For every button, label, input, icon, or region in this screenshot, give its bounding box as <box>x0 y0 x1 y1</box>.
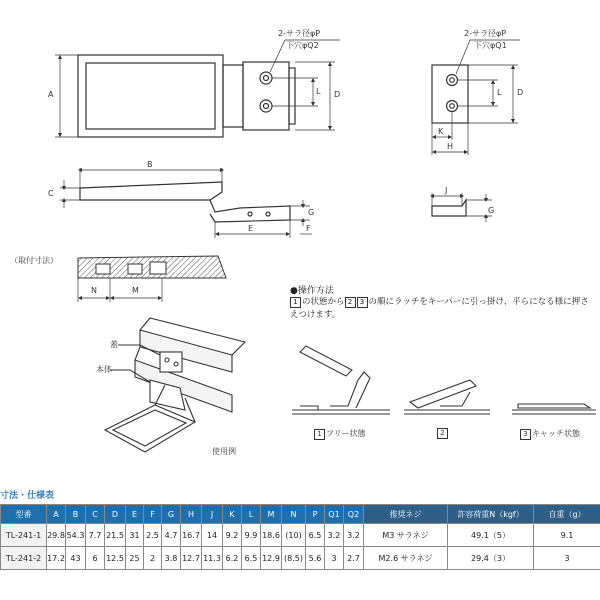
state-3-box: 3 <box>520 429 531 440</box>
dim-l-left-label: L <box>316 87 321 96</box>
state-3-caption <box>520 428 580 440</box>
step-box-1: 1 <box>290 297 301 308</box>
table-row <box>1 547 600 570</box>
state-1-drawing <box>292 346 390 414</box>
spec-cell: 12.7 <box>181 547 202 570</box>
operation-text-part2: の順にラッチをキーパーに引っ掛け、平らになる様に押さえつけます。 <box>290 297 589 320</box>
spec-cell: 43 <box>66 547 86 570</box>
spec-cell: 6 <box>86 547 105 570</box>
spec-header-cell: Q1 <box>325 505 344 524</box>
spec-cell: 29.8 <box>47 524 66 547</box>
spec-cell: 49.1（5） <box>448 524 534 547</box>
spec-cell: 9.1 <box>534 524 600 547</box>
spec-cell: 14 <box>202 524 223 547</box>
spec-cell: 3.2 <box>325 524 344 547</box>
spec-header-cell: 型番 <box>1 505 47 524</box>
dim-d-right-label: D <box>517 88 524 97</box>
dim-l-right-label: L <box>497 88 502 97</box>
spec-header-cell: C <box>86 505 105 524</box>
spec-cell: M2.6 サラネジ <box>364 547 448 570</box>
operation-text-part1: の状態から <box>302 297 345 307</box>
table-row <box>1 524 600 547</box>
callout-left-csk: 2-サラ径φP <box>278 29 321 38</box>
spec-cell: 6.5 <box>242 547 261 570</box>
spec-header-cell: D <box>105 505 126 524</box>
spec-cell: (10) <box>282 524 306 547</box>
spec-header-row <box>1 505 600 524</box>
dim-j-label: J <box>445 186 448 195</box>
spec-table <box>0 504 600 570</box>
dim-m-label: M <box>132 286 139 295</box>
latch-side-view <box>80 182 290 222</box>
spec-cell: 5.6 <box>306 547 325 570</box>
spec-header-cell: 推奨ネジ <box>364 505 448 524</box>
state-2-caption <box>437 428 449 439</box>
state-3-label: キャッチ状態 <box>532 429 580 438</box>
spec-cell: 11.3 <box>202 547 223 570</box>
dim-b-label: B <box>147 160 153 169</box>
usage-example-drawing <box>105 318 245 452</box>
spec-header-cell: N <box>282 505 306 524</box>
spec-cell: 29.4（3） <box>448 547 534 570</box>
mount-dimension-label: （取付寸法） <box>10 256 58 265</box>
dim-e-label: E <box>248 224 254 233</box>
spec-header-cell: M <box>261 505 282 524</box>
state-1-caption <box>314 428 366 440</box>
spec-cell: 18.6 <box>261 524 282 547</box>
keeper-top-view <box>432 65 468 123</box>
spec-cell: 3.2 <box>344 524 364 547</box>
callout-left-pilot: 下穴φQ2 <box>286 41 319 50</box>
spec-header-cell: J <box>202 505 223 524</box>
spec-table-title: 寸法・仕様表 <box>0 491 55 501</box>
spec-cell: 12.5 <box>105 547 126 570</box>
spec-header-cell: F <box>144 505 162 524</box>
operation-text <box>290 296 590 322</box>
spec-cell: (8.5) <box>282 547 306 570</box>
spec-cell: 3 <box>534 547 600 570</box>
spec-cell: 17.2 <box>47 547 66 570</box>
latch-top-view <box>78 55 295 137</box>
spec-cell: M3 サラネジ <box>364 524 448 547</box>
operation-title: ●操作方法 <box>290 286 334 296</box>
spec-cell: 12.9 <box>261 547 282 570</box>
usage-example-label: 使用例 <box>212 447 236 456</box>
spec-header-cell: P <box>306 505 325 524</box>
step-box-2: 2 <box>345 297 356 308</box>
spec-cell: 16.7 <box>181 524 202 547</box>
state-2-drawing <box>404 380 490 414</box>
spec-cell: 2.5 <box>144 524 162 547</box>
callout-right-pilot: 下穴φQ1 <box>474 41 507 50</box>
dim-d-left-label: D <box>334 90 341 99</box>
state-1-box: 1 <box>314 429 325 440</box>
spec-cell: 7.7 <box>86 524 105 547</box>
mount-section <box>78 256 226 278</box>
spec-cell: 9.2 <box>223 524 242 547</box>
spec-header-cell: L <box>242 505 261 524</box>
spec-header-cell: H <box>181 505 202 524</box>
spec-cell: 2 <box>144 547 162 570</box>
keeper-side-view <box>432 200 466 216</box>
spec-header-cell: 自重（g） <box>534 505 600 524</box>
model-cell: TL-241-1 <box>1 524 47 547</box>
spec-header-cell: E <box>126 505 144 524</box>
spec-header-cell: A <box>47 505 66 524</box>
spec-cell: 25 <box>126 547 144 570</box>
spec-cell: 4.7 <box>162 524 181 547</box>
spec-cell: 54.3 <box>66 524 86 547</box>
lid-label: 蓋 <box>110 340 118 349</box>
spec-header-cell: Q2 <box>344 505 364 524</box>
spec-cell: 31 <box>126 524 144 547</box>
dim-a-label: A <box>48 90 54 99</box>
spec-cell: 3.8 <box>162 547 181 570</box>
spec-header-cell: K <box>223 505 242 524</box>
state-1-label: フリー状態 <box>326 429 366 438</box>
body-label: 本体 <box>96 365 112 374</box>
dim-g-left-label: G <box>308 208 315 217</box>
step-box-3: 3 <box>357 297 368 308</box>
dim-n-label: N <box>91 286 97 295</box>
spec-header-cell: G <box>162 505 181 524</box>
dim-h-label: H <box>447 142 454 151</box>
model-cell: TL-241-2 <box>1 547 47 570</box>
spec-cell: 3 <box>325 547 344 570</box>
state-2-box: 2 <box>437 428 448 439</box>
spec-cell: 9.9 <box>242 524 261 547</box>
spec-cell: 6.5 <box>306 524 325 547</box>
callout-right-csk: 2-サラ径φP <box>464 29 507 38</box>
dim-c-label: C <box>48 189 54 198</box>
spec-cell: 21.5 <box>105 524 126 547</box>
spec-header-cell: 許容荷重N（kgf） <box>448 505 534 524</box>
spec-cell: 6.2 <box>223 547 242 570</box>
state-3-drawing <box>512 404 596 414</box>
spec-cell: 2.7 <box>344 547 364 570</box>
dim-f-label: F <box>306 224 311 233</box>
dim-g-right-label: G <box>488 206 495 215</box>
spec-header-cell: B <box>66 505 86 524</box>
dim-k-label: K <box>438 127 444 136</box>
